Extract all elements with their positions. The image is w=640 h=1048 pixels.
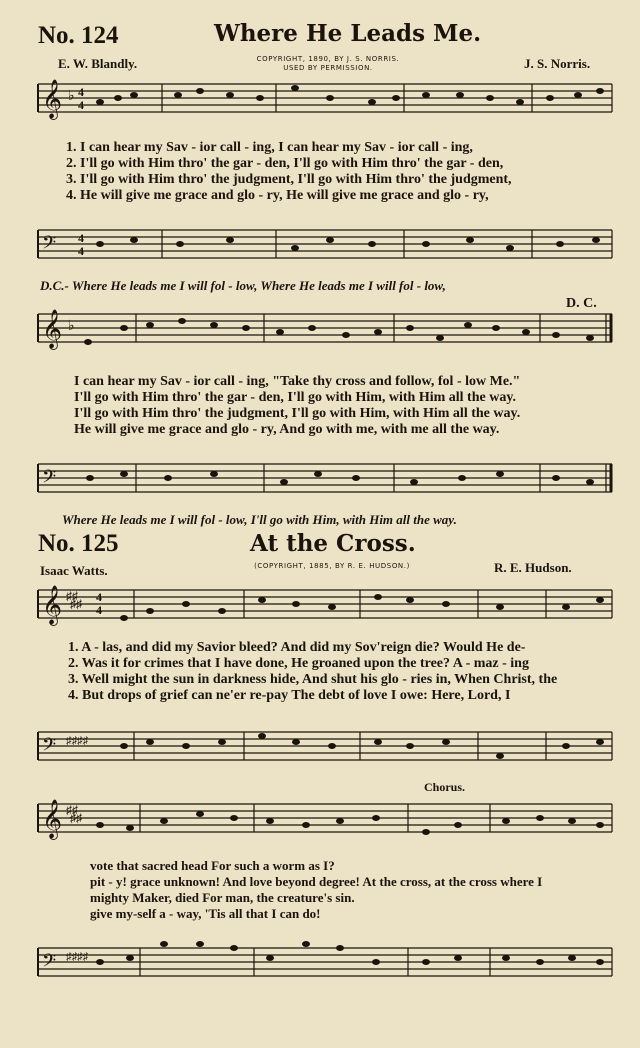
staff-125-s2-bass <box>0 934 640 994</box>
music-by-124: J. S. Norris. <box>524 56 591 71</box>
svg-text:𝄞: 𝄞 <box>42 585 63 625</box>
verses-125-s1 <box>68 640 557 704</box>
svg-text:♭: ♭ <box>68 89 75 104</box>
verses-124-s1 <box>66 140 512 204</box>
refrain-line-124: Where He leads me I will fol - low, I'll go with Him, with Him all the way. <box>62 512 457 527</box>
verse-line: I'll go with Him thro' the gar - den, I'll go with Him, with Him all the way. <box>74 390 517 405</box>
staff-125-s1-treble <box>0 578 640 648</box>
dc-mark-124: D. C. <box>566 296 597 311</box>
copyright-124 <box>228 55 428 73</box>
hymn-number-124: No. 124 <box>38 22 119 49</box>
svg-text:♯♯♯♯: ♯♯♯♯ <box>66 951 88 963</box>
chorus-label: Chorus. <box>424 780 466 794</box>
hymn-title-125: At the Cross. <box>250 530 416 557</box>
staff-124-s1-treble <box>0 74 640 144</box>
verse-line: mighty Maker, died For man, the creature's sin. <box>90 890 355 905</box>
svg-text:4: 4 <box>78 244 84 258</box>
svg-text:𝄞: 𝄞 <box>42 309 63 349</box>
svg-text:𝄢: 𝄢 <box>42 951 57 976</box>
svg-text:♯♯: ♯♯ <box>70 811 82 825</box>
svg-text:4: 4 <box>78 231 84 245</box>
words-by-125: Isaac Watts. <box>40 563 108 578</box>
verse-line: vote that sacred head For such a worm as I? <box>90 858 335 873</box>
verse-line: He will give me grace and glo - ry, And go with me, with me all the way. <box>74 422 500 437</box>
svg-text:♭: ♭ <box>68 319 75 334</box>
music-by-125: R. E. Hudson. <box>494 560 572 575</box>
svg-text:♯♯♯♯: ♯♯♯♯ <box>66 735 88 747</box>
svg-text:𝄞: 𝄞 <box>42 799 63 839</box>
words-by-124: E. W. Blandly. <box>58 56 138 71</box>
hymn-number-125: No. 125 <box>38 530 119 557</box>
svg-text:𝄢: 𝄢 <box>42 233 57 258</box>
staff-124-s2-bass <box>0 456 640 506</box>
verse-line: I'll go with Him thro' the judgment, I'll go with Him, with Him all the way. <box>74 406 521 421</box>
copyright-line-2: USED BY PERMISSION. <box>283 64 373 72</box>
svg-text:♯♯: ♯♯ <box>70 597 82 611</box>
svg-text:♯♯: ♯♯ <box>66 803 78 817</box>
svg-text:4: 4 <box>96 603 102 617</box>
svg-text:𝄢: 𝄢 <box>42 735 57 760</box>
svg-text:4: 4 <box>78 98 84 112</box>
staff-124-s2-treble <box>0 300 640 370</box>
verse-line: 2. Was it for crimes that I have done, He groaned upon the tree? A - maz - ing <box>68 656 529 671</box>
svg-text:4: 4 <box>96 590 102 604</box>
verse-line: 3. I'll go with Him thro' the judgment, I'll go with Him thro' the judgment, <box>66 172 512 187</box>
verse-line: 2. I'll go with Him thro' the gar - den, I'll go with Him thro' the gar - den, <box>66 156 504 171</box>
svg-text:𝄢: 𝄢 <box>42 467 57 492</box>
verse-line: pit - y! grace unknown! And love beyond degree! At the cross, at the cross where I <box>90 874 543 889</box>
dc-line-124: D.C.- Where He leads me I will fol - low, Where He leads me I will fol - low, <box>40 278 446 293</box>
verse-line: I can hear my Sav - ior call - ing, "Take thy cross and follow, fol - low Me." <box>74 374 521 389</box>
verse-line: 3. Well might the sun in darkness hide, And shut his glo - ries in, When Christ, the <box>68 672 558 687</box>
verse-line: 1. A - las, and did my Savior bleed? And did my Sov'reign die? Would He de- <box>68 640 526 655</box>
staff-125-s1-bass <box>0 722 640 772</box>
staff-124-s1-bass <box>0 222 640 272</box>
staff-125-s2-treble <box>0 792 640 862</box>
hymn-title-124: Where He Leads Me. <box>214 20 482 47</box>
copyright-125: (COPYRIGHT, 1885, BY R. E. HUDSON.) <box>254 562 410 570</box>
verse-line: 4. He will give me grace and glo - ry, He will give me grace and glo - ry, <box>66 188 489 203</box>
svg-text:4: 4 <box>78 85 84 99</box>
verses-125-s2 <box>90 858 542 922</box>
verses-124-s2 <box>74 374 520 438</box>
copyright-line-1: COPYRIGHT, 1890, BY J. S. NORRIS. <box>256 55 400 63</box>
svg-text:♯♯: ♯♯ <box>66 589 78 603</box>
verse-line: 4. But drops of grief can ne'er re-pay The debt of love I owe: Here, Lord, I <box>68 688 511 703</box>
verse-line: 1. I can hear my Sav - ior call - ing, I can hear my Sav - ior call - ing, <box>66 140 473 155</box>
verse-line: give my-self a - way, 'Tis all that I can do! <box>90 906 321 921</box>
svg-text:𝄞: 𝄞 <box>42 79 63 119</box>
